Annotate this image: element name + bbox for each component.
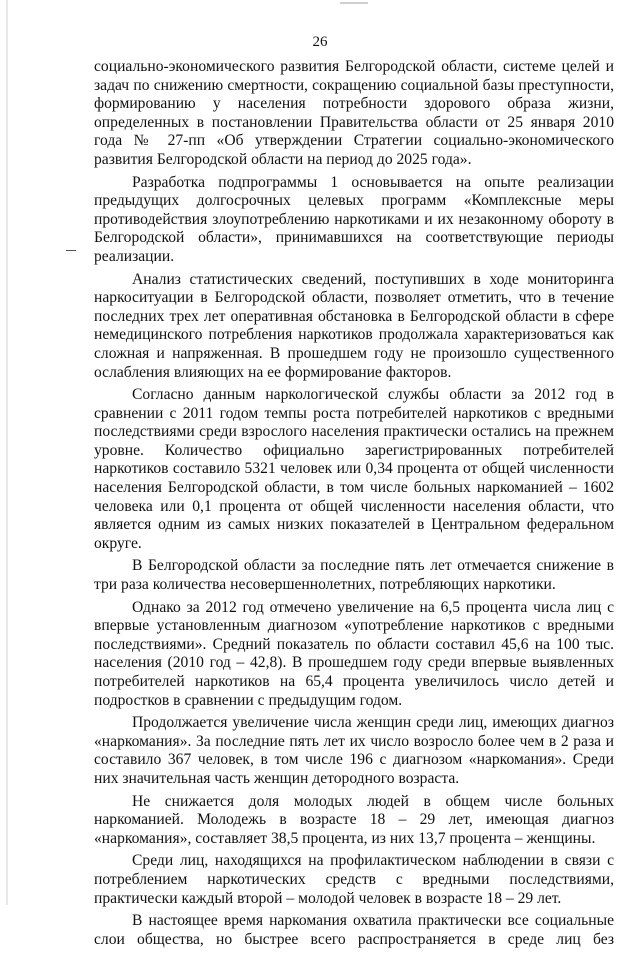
scan-edge-shadow (6, 0, 8, 905)
paragraph-6: Однако за 2012 год отмечено увеличение на 6,5 процента числа лиц с впервые установленным диагнозом «употребление наркотиков с вредными последствиями». Средний показатель по области составил 45,6 на 100 тыс. населения (2010 год – 42,8). В прошедшем году среди впервые выявленных потребителей наркотиков на 65,4 процента увеличилось число детей и подростков в сравнении с предыдущим годом. (94, 598, 614, 709)
paragraph-3: Анализ статистических сведений, поступивших в ходе мониторинга наркоситуации в Белгородской области, позволяет отметить, что в течение последних трех лет оперативная обстановка в Белгородской области в сфере немедицинского потребления наркотиков продолжала характеризоваться как сложная и напряженная. В прошедшем году не произошло существенного ослабления влияющих на ее формирование факторов. (94, 270, 614, 381)
paragraph-8: Не снижается доля молодых людей в общем числе больных наркоманией. Молодежь в возрасте 18 – 29 лет, имеющая диагноз «наркомания», составляет 38,5 процента, из них 13,7 процента – женщины. (94, 792, 614, 847)
scan-mark (340, 2, 368, 4)
paragraph-4: Согласно данным наркологической службы области за 2012 год в сравнении с 2011 годом темпы роста потребителей наркотиков с вредными последствиями среди взрослого населения практически остались на прежнем уровне. Количество официально зарегистрированных потребителей наркотиков составило 5321 человек или 0,34 процента от общей численности населения Белгородской области, в том числе больных наркоманией – 1602 человека или 0,1 процента от общей численности населения области, что является одним из самых низких показателей в Центральном федеральном округе. (94, 386, 614, 552)
paragraph-9: Среди лиц, находящихся на профилактическом наблюдении в связи с потреблением наркотических средств с вредными последствиями, практически каждый второй – молодой человек в возрасте 18 – 29 лет. (94, 852, 614, 907)
margin-mark (66, 250, 76, 251)
document-body (94, 58, 614, 953)
paragraph-2: Разработка подпрограммы 1 основывается на опыте реализации предыдущих долгосрочных целевых программ «Комплексные меры противодействия злоупотреблению наркотиками и их незаконному обороту в Белгородской области», принимавшихся на соответствующие периоды реализации. (94, 173, 614, 265)
paragraph-7: Продолжается увеличение числа женщин среди лиц, имеющих диагноз «наркомания». За последние пять лет их число возросло более чем в 2 раза и составило 367 человек, в том числе 196 с диагнозом «наркомания». Среди них значительная часть женщин детородного возраста. (94, 714, 614, 787)
paragraph-10: В настоящее время наркомания охватила практически все социальные слои общества, но быстрее всего распространяется в среде лиц без (94, 912, 614, 948)
page-number: 26 (312, 34, 328, 50)
paragraph-1: социально-экономического развития Белгородской области, системе целей и задач по снижению смертности, сокращению социальной базы преступности, формированию у населения потребности здорового образа жизни, определенных в постановлении Правительства области от 25 января 2010 года № 27-пп «Об утверждении Стратегии социально-экономического развития Белгородской области на период до 2025 года». (94, 58, 614, 168)
paragraph-5: В Белгородской области за последние пять лет отмечается снижение в три раза количества несовершеннолетних, потребляющих наркотики. (94, 557, 614, 594)
